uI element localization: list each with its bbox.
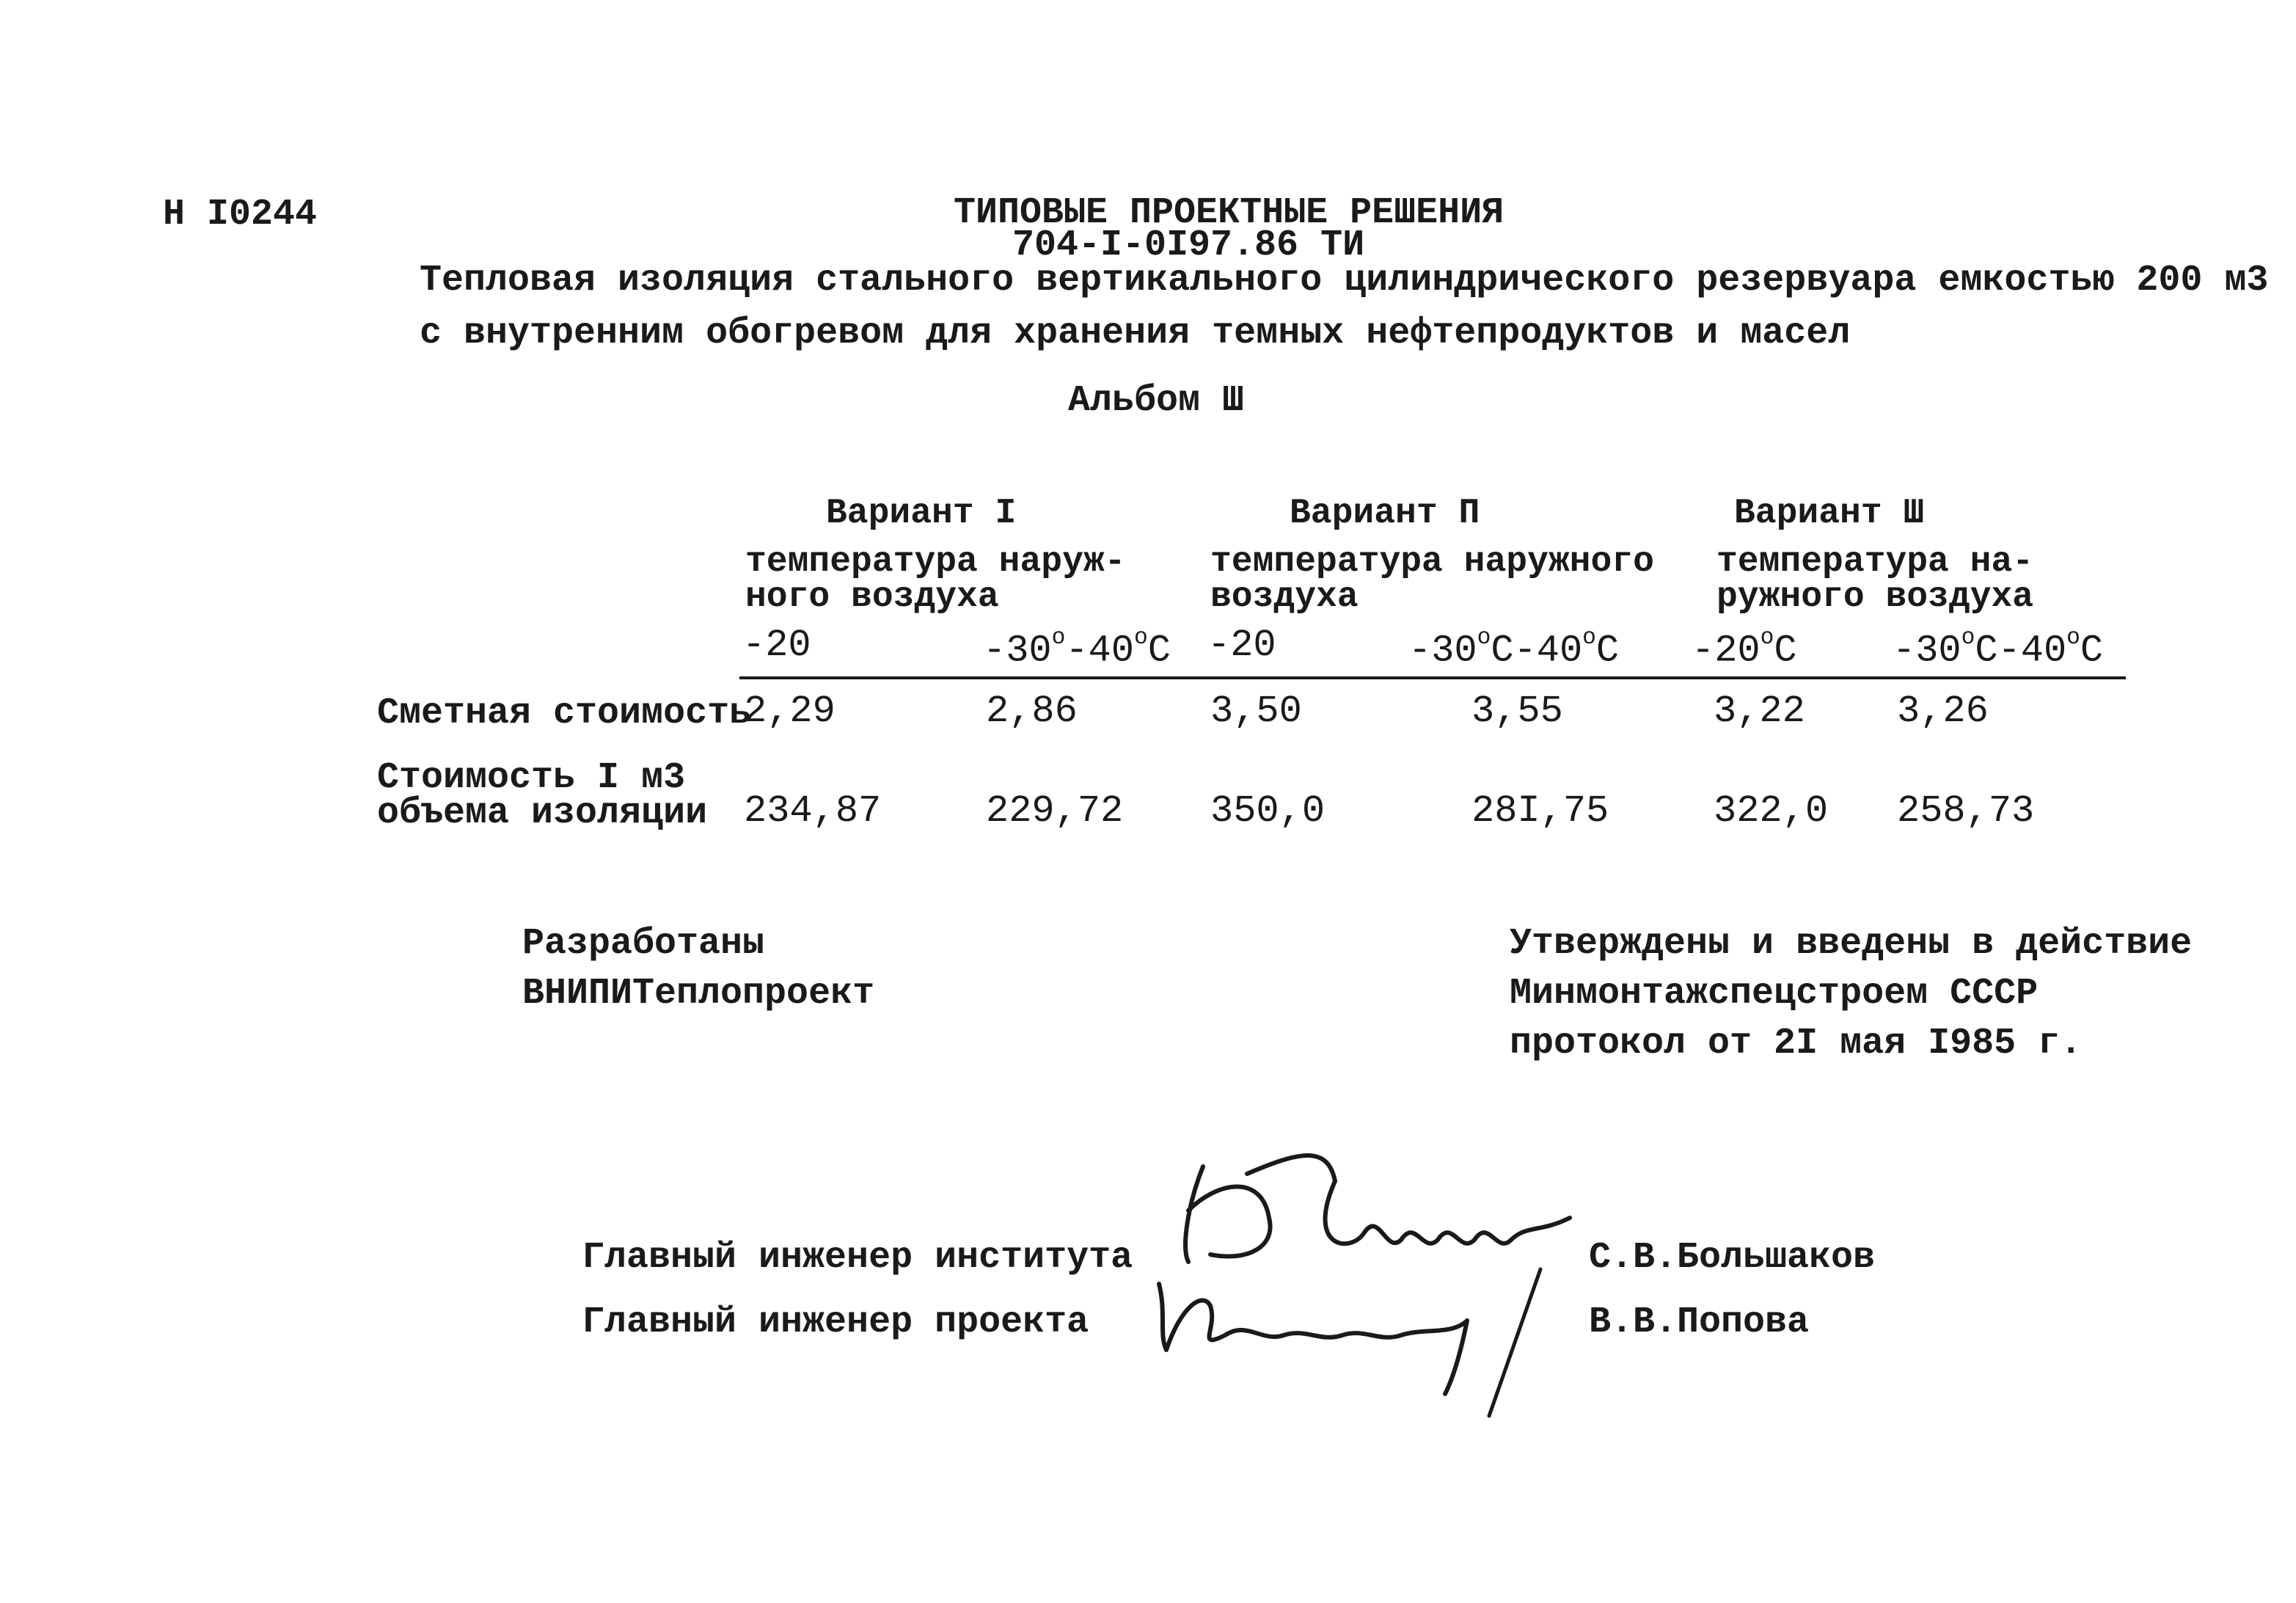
approved-line-1: Утверждены и введены в действие bbox=[1510, 923, 2193, 965]
row-2-value-5: 322,0 bbox=[1714, 789, 1829, 833]
variant-3-col-a: -20$^o$С bbox=[1692, 625, 1797, 673]
variant-1-temp-line-1: температура наруж- bbox=[745, 542, 1126, 582]
approved-line-3: протокол от 2I мая I985 г. bbox=[1510, 1023, 2083, 1065]
row-1-value-5: 3,22 bbox=[1714, 690, 1805, 733]
variant-3-temp-line-2: ружного воздуха bbox=[1716, 577, 2034, 617]
description-line-1: Тепловая изоляция стального вертикального цилиндрического резервуара емкостью 200 м3 bbox=[420, 260, 2269, 302]
variant-1-col-a: -20 bbox=[742, 624, 811, 667]
row-1-value-3: 3,50 bbox=[1210, 690, 1302, 733]
variant-1-temp-line-2: ного воздуха bbox=[745, 577, 999, 617]
series-number: 704-I-0I97.86 ТИ bbox=[1012, 224, 1365, 266]
row-estimated-cost-label: Сметная стоимость bbox=[377, 693, 752, 734]
signature-name-1: С.В.Большаков bbox=[1589, 1237, 1876, 1279]
variant-2-col-a: -20 bbox=[1207, 624, 1276, 667]
signature-role-2: Главный инженер проекта bbox=[582, 1301, 1089, 1343]
variant-3-title: Вариант Ш bbox=[1734, 494, 1925, 533]
signature-role-1: Главный инженер института bbox=[582, 1237, 1133, 1279]
series-title: ТИПОВЫЕ ПРОЕКТНЫЕ РЕШЕНИЯ bbox=[954, 192, 1505, 234]
row-unit-cost-label-line-2: объема изоляции bbox=[377, 792, 708, 834]
variant-2-col-b: -30$^o$С-40$^o$С bbox=[1408, 625, 1620, 673]
developed-label: Разработаны bbox=[522, 923, 765, 965]
document-code: Н I0244 bbox=[163, 194, 318, 235]
variant-2-temp-line-2: воздуха bbox=[1210, 577, 1359, 617]
row-2-value-6: 258,73 bbox=[1897, 789, 2035, 833]
row-1-value-1: 2,29 bbox=[744, 690, 836, 733]
row-unit-cost-label-line-1: Стоимость I м3 bbox=[377, 757, 686, 799]
variant-2-temp-line-1: температура наружного bbox=[1210, 542, 1654, 582]
row-1-value-4: 3,55 bbox=[1471, 690, 1563, 733]
variant-3-col-b: -30$^o$С-40$^o$С bbox=[1893, 625, 2104, 673]
row-1-value-6: 3,26 bbox=[1897, 690, 1989, 733]
approved-line-2: Минмонтажспецстроем СССР bbox=[1510, 973, 2039, 1015]
variant-3-temp-line-1: температура на- bbox=[1716, 542, 2034, 582]
row-2-value-3: 350,0 bbox=[1210, 789, 1326, 833]
row-2-value-1: 234,87 bbox=[744, 789, 882, 833]
description-line-2: с внутренним обогревом для хранения темных нефтепродуктов и масел bbox=[420, 313, 1851, 354]
row-1-value-2: 2,86 bbox=[986, 690, 1078, 733]
variant-1-title: Вариант I bbox=[826, 494, 1017, 533]
developed-organization: ВНИПИТеплопроект bbox=[522, 973, 875, 1015]
variant-1-col-b: -30$^o$-40$^o$С bbox=[983, 625, 1171, 673]
album-label: Альбом Ш bbox=[1068, 380, 1245, 422]
row-2-value-2: 229,72 bbox=[986, 789, 1124, 833]
row-2-value-4: 28I,75 bbox=[1471, 789, 1609, 833]
signature-name-2: В.В.Попова bbox=[1589, 1301, 1810, 1343]
variant-2-title: Вариант П bbox=[1290, 494, 1480, 533]
handwritten-signature-2 bbox=[1144, 1262, 1555, 1423]
table-header-rule bbox=[739, 676, 2126, 679]
